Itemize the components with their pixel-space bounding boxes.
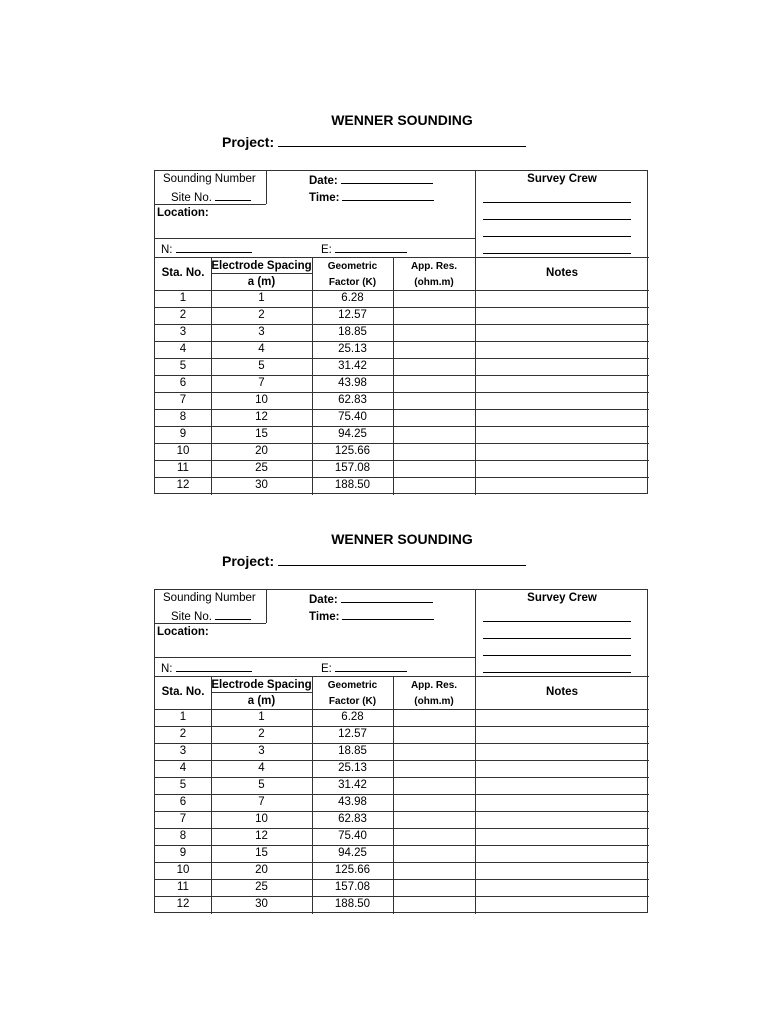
col-header-ohm-m: (ohm.m) [414,696,454,707]
sounding-number-label: Sounding Number [163,592,256,604]
geometric-factor-cell: 43.98 [338,796,367,808]
table-row [155,794,649,811]
table-row [155,375,649,392]
wenner-sounding-form [0,529,768,948]
geometric-factor-cell: 75.40 [338,830,367,842]
time-label: Time: [309,611,340,623]
table-row [155,777,649,794]
electrode-spacing-cell: 5 [258,779,265,791]
site-no-label: Site No. [171,192,212,204]
electrode-spacing-cell: 5 [258,360,265,372]
table-row [155,426,649,443]
time-blank[interactable] [342,189,434,201]
sta-no-cell: 3 [179,326,187,338]
geometric-factor-cell: 31.42 [338,360,367,372]
col-header-a-m: a (m) [247,276,276,288]
notes-input-cell[interactable] [475,392,649,409]
col-header-factor-k: Factor (K) [328,696,377,707]
project-label: Project: [222,553,275,569]
geometric-factor-cell: 157.08 [334,881,371,893]
survey-crew-blank[interactable] [483,202,631,203]
geometric-factor-cell: 6.28 [341,711,364,723]
geometric-factor-cell: 75.40 [338,411,367,423]
northing-field[interactable] [161,241,252,257]
survey-crew-label: Survey Crew [527,592,597,604]
electrode-spacing-cell: 15 [255,847,268,859]
e-label: E: [321,663,332,675]
sta-no-cell: 6 [179,796,187,808]
electrode-spacing-cell: 10 [255,394,268,406]
location-label: Location: [157,207,209,219]
notes-input-cell[interactable] [475,760,649,777]
table-row [155,477,649,494]
notes-input-cell[interactable] [475,426,649,443]
time-label: Time: [309,192,340,204]
geometric-factor-cell: 157.08 [334,462,371,474]
table-row [155,460,649,477]
project-blank[interactable] [278,132,526,147]
app-res-input-cell[interactable] [393,324,475,341]
project-field[interactable] [222,551,526,571]
notes-input-cell[interactable] [475,726,649,743]
date-blank[interactable] [341,591,433,603]
electrode-spacing-cell: 1 [258,292,265,304]
site-no-field[interactable] [171,608,251,624]
geometric-factor-cell: 6.28 [341,292,364,304]
table-row [155,443,649,460]
sta-no-cell: 10 [176,445,190,457]
electrode-spacing-cell: 25 [255,881,268,893]
app-res-input-cell[interactable] [393,879,475,896]
survey-crew-blank[interactable] [483,638,631,639]
data-sheet-table [154,589,648,913]
geometric-factor-cell: 12.57 [338,309,367,321]
e-label: E: [321,244,332,256]
sta-no-cell: 3 [179,745,187,757]
col-header-app-res: App. Res. [410,261,458,272]
geometric-factor-cell: 125.66 [334,864,371,876]
notes-input-cell[interactable] [475,307,649,324]
sta-no-cell: 5 [179,779,187,791]
notes-input-cell[interactable] [475,290,649,307]
sta-no-cell: 7 [179,394,187,406]
app-res-input-cell[interactable] [393,828,475,845]
date-field[interactable] [309,172,433,188]
site-no-label: Site No. [171,611,212,623]
app-res-input-cell[interactable] [393,896,475,913]
notes-input-cell[interactable] [475,709,649,726]
location-label: Location: [157,626,209,638]
table-row [155,709,649,726]
sta-no-cell: 4 [179,343,187,355]
electrode-spacing-cell: 7 [258,796,265,808]
geometric-factor-cell: 25.13 [338,343,367,355]
site-no-blank[interactable] [215,608,251,620]
sounding-number-label: Sounding Number [163,173,256,185]
app-res-input-cell[interactable] [393,443,475,460]
n-blank[interactable] [176,660,252,672]
table-row [155,862,649,879]
notes-input-cell[interactable] [475,341,649,358]
col-header-sta-no: Sta. No. [161,267,205,279]
sta-no-cell: 7 [179,813,187,825]
table-row [155,341,649,358]
n-label: N: [161,244,173,256]
form-title: WENNER SOUNDING [331,112,473,128]
geometric-factor-cell: 125.66 [334,445,371,457]
notes-input-cell[interactable] [475,879,649,896]
sta-no-cell: 8 [179,411,187,423]
grid-line [266,171,267,204]
notes-input-cell[interactable] [475,811,649,828]
n-label: N: [161,663,173,675]
data-sheet-table [154,170,648,494]
table-row [155,290,649,307]
app-res-input-cell[interactable] [393,743,475,760]
app-res-input-cell[interactable] [393,811,475,828]
sta-no-cell: 11 [177,462,189,474]
col-header-geometric: Geometric [327,261,378,272]
site-no-blank[interactable] [215,189,251,201]
project-field[interactable] [222,132,526,152]
app-res-input-cell[interactable] [393,375,475,392]
electrode-spacing-cell: 1 [258,711,265,723]
geometric-factor-cell: 94.25 [338,847,367,859]
sta-no-cell: 2 [179,728,187,740]
sta-no-cell: 10 [176,864,190,876]
col-header-app-res: App. Res. [410,680,458,691]
electrode-spacing-cell: 30 [255,479,268,491]
app-res-input-cell[interactable] [393,477,475,494]
geometric-factor-cell: 31.42 [338,779,367,791]
geometric-factor-cell: 188.50 [334,479,371,491]
project-label: Project: [222,134,275,150]
geometric-factor-cell: 18.85 [338,745,367,757]
survey-crew-blank[interactable] [483,672,631,673]
notes-input-cell[interactable] [475,896,649,913]
table-row [155,726,649,743]
table-row [155,896,649,913]
notes-input-cell[interactable] [475,743,649,760]
notes-input-cell[interactable] [475,794,649,811]
app-res-input-cell[interactable] [393,307,475,324]
col-header-electrode-spacing: Electrode Spacing [211,260,312,272]
electrode-spacing-cell: 3 [258,745,265,757]
table-row [155,828,649,845]
geometric-factor-cell: 94.25 [338,428,367,440]
app-res-input-cell[interactable] [393,460,475,477]
electrode-spacing-cell: 7 [258,377,265,389]
electrode-spacing-cell: 20 [255,864,268,876]
site-no-field[interactable] [171,189,251,205]
table-row [155,324,649,341]
wenner-sounding-form [0,110,768,529]
electrode-spacing-cell: 10 [255,813,268,825]
grid-line [155,676,649,677]
electrode-spacing-cell: 4 [258,762,265,774]
survey-crew-blank[interactable] [483,655,631,656]
app-res-input-cell[interactable] [393,426,475,443]
survey-crew-blank[interactable] [483,621,631,622]
notes-input-cell[interactable] [475,477,649,494]
app-res-input-cell[interactable] [393,794,475,811]
geometric-factor-cell: 62.83 [338,813,367,825]
col-header-notes: Notes [546,267,578,279]
app-res-input-cell[interactable] [393,358,475,375]
electrode-spacing-cell: 2 [258,728,265,740]
notes-input-cell[interactable] [475,828,649,845]
table-row [155,307,649,324]
electrode-spacing-cell: 12 [255,411,268,423]
date-label: Date: [309,594,338,606]
col-header-notes: Notes [546,686,578,698]
electrode-spacing-cell: 30 [255,898,268,910]
notes-input-cell[interactable] [475,358,649,375]
col-header-sta-no: Sta. No. [161,686,205,698]
e-blank[interactable] [335,660,407,672]
electrode-spacing-cell: 3 [258,326,265,338]
app-res-input-cell[interactable] [393,709,475,726]
app-res-input-cell[interactable] [393,290,475,307]
grid-line [211,692,312,693]
notes-input-cell[interactable] [475,375,649,392]
app-res-input-cell[interactable] [393,409,475,426]
notes-input-cell[interactable] [475,443,649,460]
easting-field[interactable] [321,660,407,676]
col-header-geometric: Geometric [327,680,378,691]
e-blank[interactable] [335,241,407,253]
survey-crew-blank[interactable] [483,236,631,237]
survey-crew-blank[interactable] [483,219,631,220]
time-field[interactable] [309,189,434,205]
notes-input-cell[interactable] [475,324,649,341]
electrode-spacing-cell: 15 [255,428,268,440]
col-header-electrode-spacing: Electrode Spacing [211,679,312,691]
project-blank[interactable] [278,551,526,566]
table-row [155,743,649,760]
easting-field[interactable] [321,241,407,257]
app-res-input-cell[interactable] [393,392,475,409]
table-row [155,811,649,828]
table-row [155,392,649,409]
app-res-input-cell[interactable] [393,845,475,862]
geometric-factor-cell: 43.98 [338,377,367,389]
notes-input-cell[interactable] [475,845,649,862]
geometric-factor-cell: 25.13 [338,762,367,774]
grid-line [155,257,649,258]
geometric-factor-cell: 18.85 [338,326,367,338]
col-header-factor-k: Factor (K) [328,277,377,288]
grid-line [266,590,267,623]
sta-no-cell: 9 [179,847,187,859]
sta-no-cell: 4 [179,762,187,774]
geometric-factor-cell: 12.57 [338,728,367,740]
date-field[interactable] [309,591,433,607]
geometric-factor-cell: 62.83 [338,394,367,406]
electrode-spacing-cell: 2 [258,309,265,321]
table-row [155,879,649,896]
sta-no-cell: 1 [179,711,187,723]
electrode-spacing-cell: 20 [255,445,268,457]
notes-input-cell[interactable] [475,409,649,426]
electrode-spacing-cell: 4 [258,343,265,355]
electrode-spacing-cell: 25 [255,462,268,474]
date-blank[interactable] [341,172,433,184]
grid-line [155,657,475,658]
sta-no-cell: 2 [179,309,187,321]
col-header-a-m: a (m) [247,695,276,707]
survey-crew-label: Survey Crew [527,173,597,185]
notes-input-cell[interactable] [475,777,649,794]
n-blank[interactable] [176,241,252,253]
time-blank[interactable] [342,608,434,620]
sta-no-cell: 5 [179,360,187,372]
app-res-input-cell[interactable] [393,341,475,358]
notes-input-cell[interactable] [475,862,649,879]
sta-no-cell: 1 [179,292,187,304]
app-res-input-cell[interactable] [393,862,475,879]
sta-no-cell: 9 [179,428,187,440]
sta-no-cell: 8 [179,830,187,842]
app-res-input-cell[interactable] [393,726,475,743]
form-title: WENNER SOUNDING [331,531,473,547]
northing-field[interactable] [161,660,252,676]
time-field[interactable] [309,608,434,624]
geometric-factor-cell: 188.50 [334,898,371,910]
app-res-input-cell[interactable] [393,777,475,794]
col-header-ohm-m: (ohm.m) [414,277,454,288]
date-label: Date: [309,175,338,187]
survey-crew-blank[interactable] [483,253,631,254]
app-res-input-cell[interactable] [393,760,475,777]
sta-no-cell: 12 [176,898,190,910]
electrode-spacing-cell: 12 [255,830,268,842]
grid-line [155,238,475,239]
table-row [155,845,649,862]
sta-no-cell: 12 [176,479,190,491]
notes-input-cell[interactable] [475,460,649,477]
sta-no-cell: 6 [179,377,187,389]
sta-no-cell: 11 [177,881,189,893]
grid-line [211,273,312,274]
table-row [155,358,649,375]
table-row [155,409,649,426]
table-row [155,760,649,777]
